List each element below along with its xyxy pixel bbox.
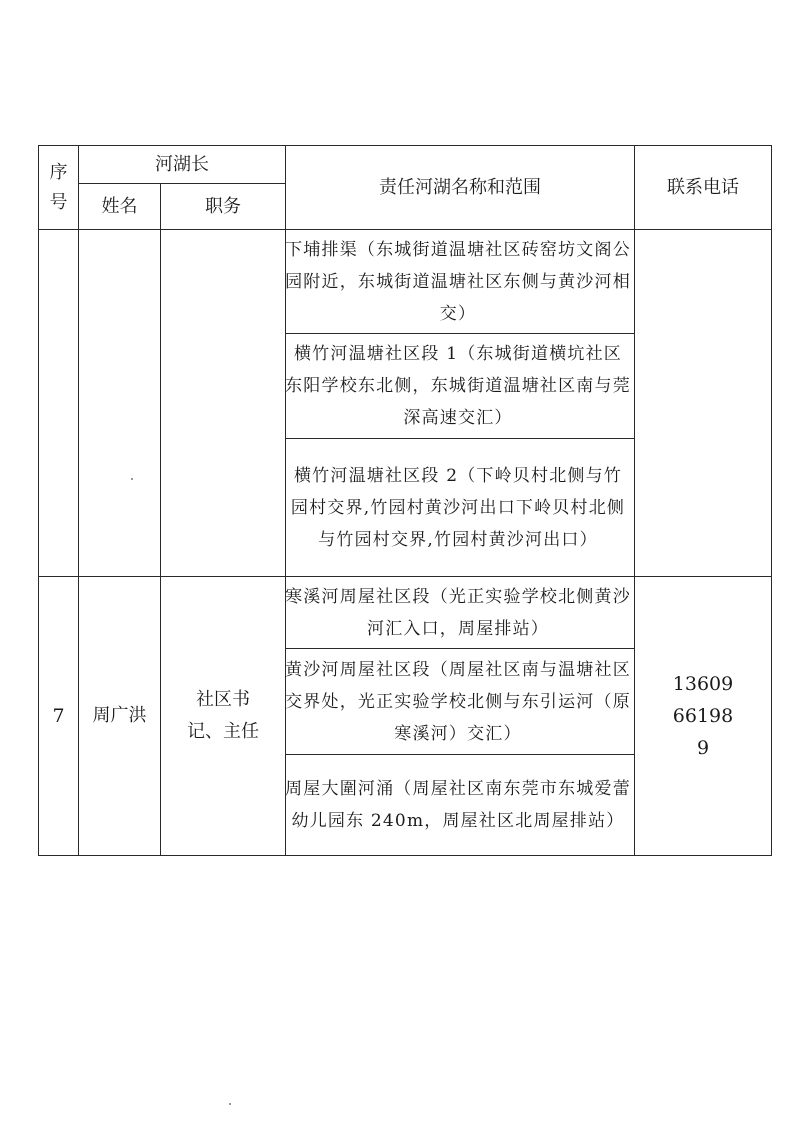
entry-position: [161, 577, 285, 855]
river-scope-cell: [285, 439, 631, 576]
scan-speck: [131, 478, 133, 480]
entry-name: 周广洪: [92, 705, 147, 726]
river-scope-text: 横竹河温塘社区段 2（下岭贝村北侧与竹园村交界,竹园村黄沙河出口下岭贝村北侧与竹园村交界,竹园村黄沙河出口）: [290, 465, 626, 550]
header-seq-label: 序号: [49, 161, 68, 213]
entry-seq: 7: [52, 705, 65, 727]
table-border-bottom: [38, 855, 772, 856]
river-scope-text: 周屋大圍河涌（周屋社区南东莞市东城爱蕾幼儿园东 240m，周屋社区北周屋排站）: [285, 779, 631, 831]
river-scope-cell: [285, 230, 631, 333]
scan-speck: [229, 1103, 231, 1105]
river-scope-text: 横竹河温塘社区段 1（东城街道横坑社区东阳学校东北侧，东城街道温塘社区南与莞深高速交汇）: [285, 344, 631, 428]
river-scope-cell: [285, 649, 631, 754]
entry-phone: [635, 577, 771, 855]
river-scope-text: 下埔排渠（东城街道温塘社区砖窑坊文阁公园附近，东城街道温塘社区东侧与黄沙河相交）: [285, 239, 631, 324]
river-scope-cell: [285, 334, 631, 438]
header-chief-group: 河湖长: [155, 153, 209, 175]
entry-phone-text: 13609661989: [672, 673, 734, 759]
header-seq: [39, 146, 78, 229]
table-border-right: [771, 145, 772, 856]
header-river-scope: 责任河湖名称和范围: [379, 176, 541, 198]
entry-position-text: 社区书记、主任: [187, 689, 259, 742]
header-phone: 联系电话: [667, 176, 739, 198]
river-scope-cell: [285, 577, 631, 648]
river-scope-text: 寒溪河周屋社区段（光正实验学校北侧黄沙河汇入口，周屋排站）: [285, 586, 631, 639]
river-scope-cell: [285, 755, 631, 855]
river-chief-table: [38, 145, 772, 856]
header-position: 职务: [205, 195, 241, 217]
river-scope-text: 黄沙河周屋社区段（周屋社区南与温塘社区交界处，光正实验学校北侧与东引运河（原寒溪河）交汇）: [285, 659, 631, 744]
header-name: 姓名: [101, 195, 138, 217]
